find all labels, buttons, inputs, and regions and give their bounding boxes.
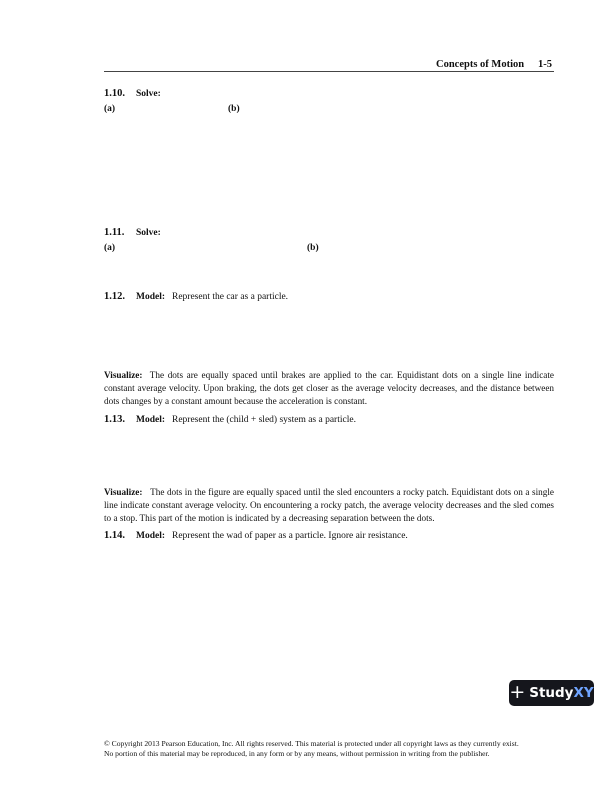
running-header-title: Concepts of Motion (436, 59, 525, 70)
visualize-label-1-13: Visualize: (104, 487, 143, 497)
header-divider (104, 71, 554, 72)
plus-icon: + (509, 680, 526, 703)
model-label-1-14: Model: (136, 531, 166, 541)
solve-label-1-10: Solve: (136, 89, 161, 99)
copyright-line-2: No portion of this material may be reproduced, in any form or by any means, without permission in writing from the publisher. (104, 749, 490, 758)
problem-number-1-12: 1.12. (104, 291, 125, 302)
problem-number-1-10: 1.10. (104, 88, 125, 99)
visualize-text-1-12: The dots are equally spaced until brakes are applied to the car. Equidistant dots on a single line indicate constant average velocity. Upon braking, the dots get closer as the average velocity decreases, and the distance between dots changes by a constant amount because the acceleration is constant. (104, 370, 555, 406)
model-label-1-13: Model: (136, 415, 166, 425)
part-b-label-1-11: (b) (307, 243, 319, 253)
copyright-line-1: © Copyright 2013 Pearson Education, Inc. All rights reserved. This material is protected under all copyright laws as they currently exist. (104, 739, 519, 748)
visualize-text-1-13: The dots in the figure are equally spaced until the sled encounters a rocky patch. Equidistant dots on a single line indicate constant average velocity. On encountering a rocky patch, the average velocity decreases and the sled comes to a stop. This part of the motion is indicated by a decreasing separation between the dots. (104, 487, 554, 523)
visualize-paragraph-1-13 (104, 486, 554, 525)
problem-number-1-14: 1.14. (104, 530, 125, 541)
model-label-1-12: Model: (136, 292, 166, 302)
model-text-1-14: Represent the wad of paper as a particle. Ignore air resistance. (172, 531, 408, 541)
problem-number-1-11: 1.11. (104, 227, 125, 238)
model-text-1-12: Represent the car as a particle. (172, 292, 289, 302)
visualize-label-1-12: Visualize: (104, 370, 143, 380)
copyright-footer (104, 739, 556, 759)
part-a-label-1-11: (a) (104, 243, 116, 253)
part-b-label-1-10: (b) (228, 104, 240, 114)
visualize-paragraph-1-12 (104, 369, 554, 408)
model-text-1-13: Represent the (child + sled) system as a particle. (172, 415, 356, 425)
page-number: 1-5 (538, 59, 552, 70)
studyxy-badge[interactable] (509, 680, 594, 706)
badge-brand: StudyXY (529, 685, 594, 701)
part-a-label-1-10: (a) (104, 104, 116, 114)
problem-number-1-13: 1.13. (104, 414, 125, 425)
solve-label-1-11: Solve: (136, 228, 161, 238)
